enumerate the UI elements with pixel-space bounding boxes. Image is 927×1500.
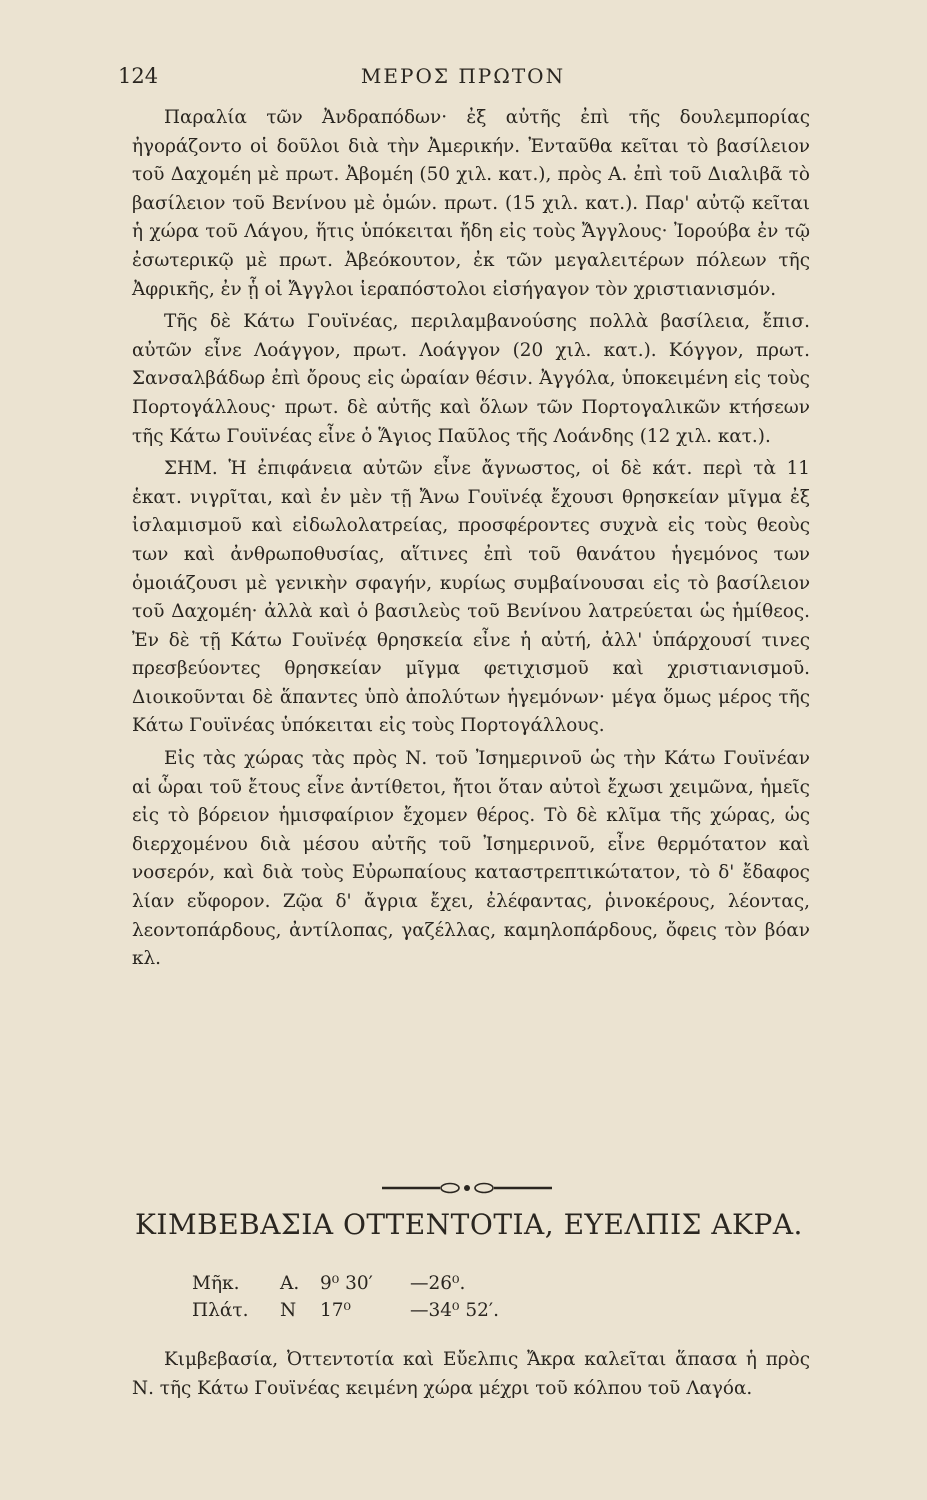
paragraph-note: ΣΗΜ. Ἡ ἐπιφάνεια αὐτῶν εἶνε ἄγνωστος, οἱ δὲ κάτ. περὶ τὰ 11 ἑκατ. νιγρῖται, καὶ ἐν μὲν τῇ Ἄνω Γουϊνέᾳ ἔχουσι θρησκείαν μῖγμα ἐξ ἰσλαμισμοῦ καὶ εἰδωλολατρείας, προσφέροντες συχνὰ εἰς τοὺς θεοὺς των καὶ ἀνθρωποθυσίας, αἵτινες ἐπὶ τοῦ θανάτου ἡγεμόνος των ὁμοιάζουσι μὲ γενικὴν σφαγήν, κυρίως συμβαίνουσαι εἰς τὸ βασίλειον τοῦ Δαχομέη· ἀλλὰ καὶ ὁ βασιλεὺς τοῦ Βενίνου λατρεύεται ὡς ἡμίθεος. Ἐν δὲ τῇ Κάτω Γουϊνέᾳ θρησκεία εἶνε ἡ αὐτή, ἀλλ' ὑπάρχουσί τινες πρεσβεύοντες θρησκείαν μῖγμα φετιχισμοῦ καὶ χριστιανισμοῦ. Διοικοῦνται δὲ ἅπαντες ὑπὸ ἀπολύτων ἡγεμόνων· μέγα ὅμως μέρος τῆς Κάτω Γουϊνέας ὑπόκειται εἰς τοὺς Πορτογάλλους. — [132, 458, 810, 737]
coordinates-block — [192, 1270, 499, 1324]
coordinate-to: —26⁰. — [410, 1273, 466, 1294]
coordinate-label: Μῆκ. — [192, 1273, 240, 1294]
coordinate-to: —34⁰ 52′. — [410, 1300, 499, 1321]
paragraph-lower-guinea: Τῆς δὲ Κάτω Γουϊνέας, περιλαμβανούσης πολλὰ βασίλεια, ἔπισ. αὐτῶν εἶνε Λοάγγον, πρωτ. Λοάγγον (20 χιλ. κατ.). Κόγγον, πρωτ. Σανσαλβάδωρ ἐπὶ ὄρους εἰς ὡραίαν θέσιν. Ἀγγόλα, ὑποκειμένη εἰς τοὺς Πορτογάλλους· πρωτ. δὲ αὐτῆς καὶ ὅλων τῶν Πορτογαλικῶν κτήσεων τῆς Κάτω Γουϊνέας εἶνε ὁ Ἅγιος Παῦλος τῆς Λοάνδης (12 χιλ. κατ.). — [132, 311, 810, 447]
coordinate-direction: Ν — [280, 1300, 297, 1321]
paragraph-intro: Κιμβεβασία, Ὀττεντοτία καὶ Εὔελπις Ἄκρα καλεῖται ἅπασα ἡ πρὸς Ν. τῆς Κάτω Γουϊνέας κειμένη χώρα μέχρι τοῦ κόλπου τοῦ Λαγόα. — [132, 1349, 810, 1399]
section-intro — [132, 1346, 810, 1403]
paragraph-coast: Παραλία τῶν Ἀνδραπόδων· ἐξ αὐτῆς ἐπὶ τῆς δουλεμπορίας ἠγοράζοντο οἱ δοῦλοι διὰ τὴν Ἀμερικήν. Ἐνταῦθα κεῖται τὸ βασίλειον τοῦ Δαχομέη μὲ πρωτ. Ἀβομέη (50 χιλ. κατ.), πρὸς Α. ἐπὶ τοῦ Διαλιβᾶ τὸ βασίλειον τοῦ Βενίνου μὲ ὁμών. πρωτ. (15 χιλ. κατ.). Παρ' αὐτῷ κεῖται ἡ χώρα τοῦ Λάγου, ἥτις ὑπόκειται ἤδη εἰς τοὺς Ἄγγλους· Ἰορούβα ἐν τῷ ἐσωτερικῷ μὲ πρωτ. Ἀβεόκουτον, ἐκ τῶν μεγαλειτέρων πόλεων τῆς Ἀφρικῆς, ἐν ᾗ οἱ Ἄγγλοι ἱεραπόστολοι εἰσήγαγον τὸν χριστιανισμόν. — [132, 107, 810, 300]
paragraph-climate: Εἰς τὰς χώρας τὰς πρὸς Ν. τοῦ Ἰσημερινοῦ ὡς τὴν Κάτω Γουϊνέαν αἱ ὧραι τοῦ ἔτους εἶνε ἀντίθετοι, ἤτοι ὅταν αὐτοὶ ἔχωσι χειμῶνα, ἡμεῖς εἰς τὸ βόρειον ἡμισφαίριον ἔχομεν θέρος. Τὸ δὲ κλῖμα τῆς χώρας, ὡς διερχομένου διὰ μέσου αὐτῆς τοῦ Ἰσημερινοῦ, εἶνε θερμότατον καὶ νοσερόν, καὶ διὰ τοὺς Εὐρωπαίους καταστρεπτικώτατον, τὸ δ' ἔδαφος λίαν εὔφορον. Ζῷα δ' ἄγρια ἔχει, ἐλέφαντας, ῥινοκέρους, λέοντας, λεοντοπάρδους, ἀντίλοπας, γαζέλλας, καμηλοπάρδους, ὄφεις τὸν βόαν κλ. — [132, 748, 810, 970]
ornamental-divider — [382, 1180, 552, 1196]
coordinate-label: Πλάτ. — [192, 1300, 249, 1321]
running-title: ΜΕΡΟΣ ΠΡΩΤΟΝ — [360, 64, 566, 88]
page-number: 124 — [118, 64, 159, 88]
coordinate-direction: Α. — [280, 1273, 300, 1294]
coordinate-from: 17⁰ — [320, 1300, 351, 1321]
coordinate-from: 9⁰ 30′ — [320, 1273, 373, 1294]
running-head — [118, 64, 808, 94]
section-heading: ΚΙΜΒΕΒΑΣΙΑ ΟΤΤΕΝΤΟΤΙΑ, ΕΥΕΛΠΙΣ ΑΚΡΑ. — [135, 1208, 803, 1241]
body-text — [132, 104, 810, 978]
coordinate-row-longitude — [192, 1270, 499, 1297]
coordinate-row-latitude — [192, 1297, 499, 1324]
